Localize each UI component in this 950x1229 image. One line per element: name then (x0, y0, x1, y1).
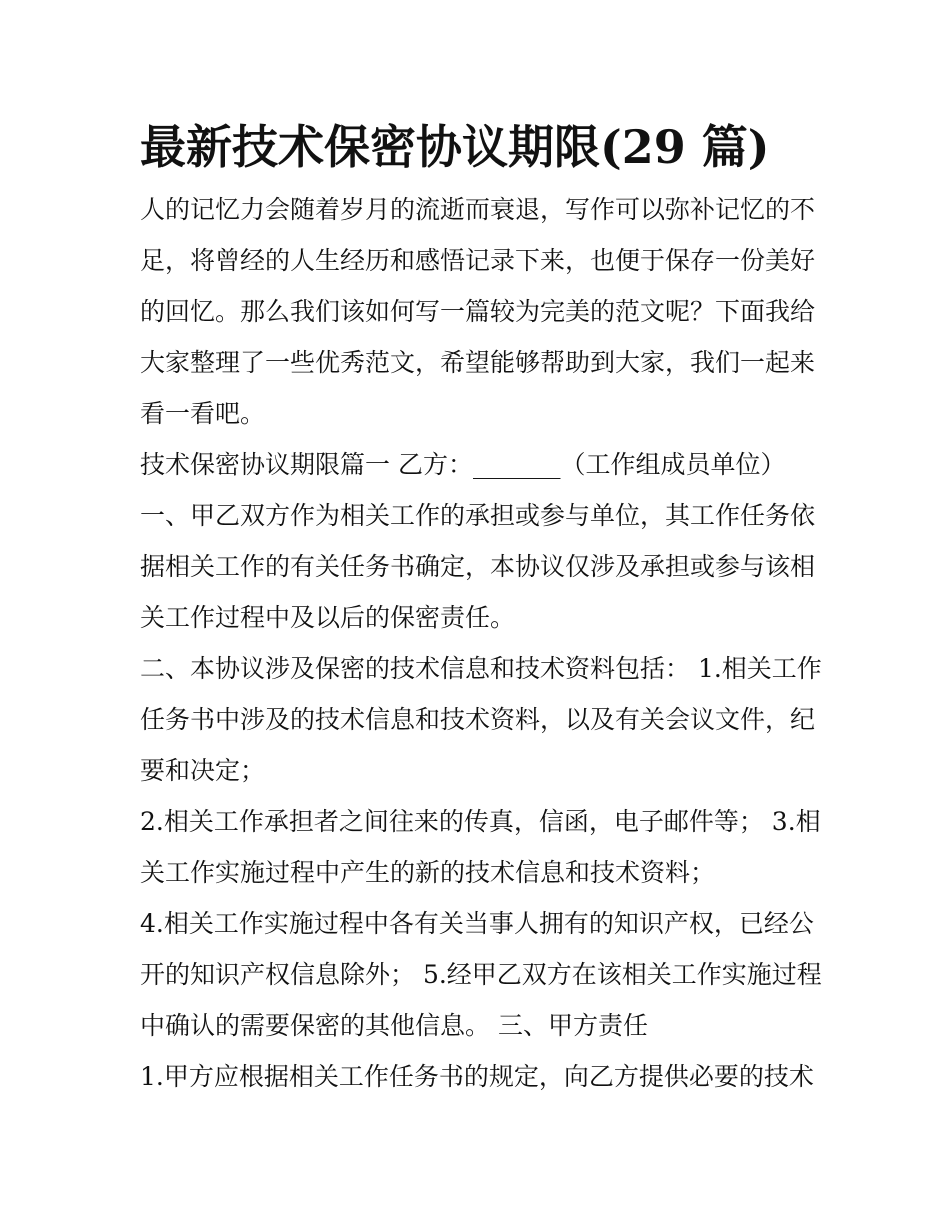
paragraph (140, 643, 820, 796)
paragraph (140, 796, 820, 898)
text-line: 据相关工作的有关任务书确定，本协议仅涉及承担或参与该相 (140, 552, 816, 581)
text-line: 任务书中涉及的技术信息和技术资料，以及有关会议文件，纪 (140, 705, 816, 734)
text-line: 一、甲乙双方作为相关工作的承担或参与单位，其工作任务依 (140, 501, 816, 530)
text-line: 人的记忆力会随着岁月的流逝而衰退，写作可以弥补记忆的不 (140, 195, 816, 224)
paragraph (140, 490, 820, 643)
text-line: 二、本协议涉及保密的技术信息和技术资料包括： 1.相关工作 (140, 654, 822, 683)
document-body (140, 184, 820, 1102)
text-line: 的回忆。那么我们该如何写一篇较为完美的范文呢？下面我给 (140, 297, 816, 326)
text-line: 要和决定； (140, 756, 266, 785)
paragraph (140, 898, 820, 1051)
text-line: 4.相关工作实施过程中各有关当事人拥有的知识产权，已经公 (140, 909, 814, 938)
paragraph (140, 439, 820, 490)
document-page (140, 112, 820, 1102)
paragraph (140, 184, 820, 439)
text-line: 中确认的需要保密的其他信息。 三、甲方责任 (140, 1011, 648, 1040)
text-line: 关工作过程中及以后的保密责任。 (140, 603, 516, 632)
text-line: 足，将曾经的人生经历和感悟记录下来，也便于保存一份美好 (140, 246, 816, 275)
document-title: 最新技术保密协议期限(29 篇) (140, 120, 770, 174)
paragraph (140, 1051, 820, 1102)
text-line: 看一看吧。 (140, 399, 266, 428)
text-line: 2.相关工作承担者之间往来的传真，信函，电子邮件等； 3.相 (140, 807, 821, 836)
text-line: 技术保密协议期限篇一 乙方：_______（工作组成员单位） (140, 450, 786, 479)
text-line: 1.甲方应根据相关工作任务书的规定，向乙方提供必要的技术 (140, 1062, 814, 1091)
text-line: 关工作实施过程中产生的新的技术信息和技术资料； (140, 858, 716, 887)
text-line: 大家整理了一些优秀范文，希望能够帮助到大家，我们一起来 (140, 348, 816, 377)
text-line: 开的知识产权信息除外； 5.经甲乙双方在该相关工作实施过程 (140, 960, 822, 989)
